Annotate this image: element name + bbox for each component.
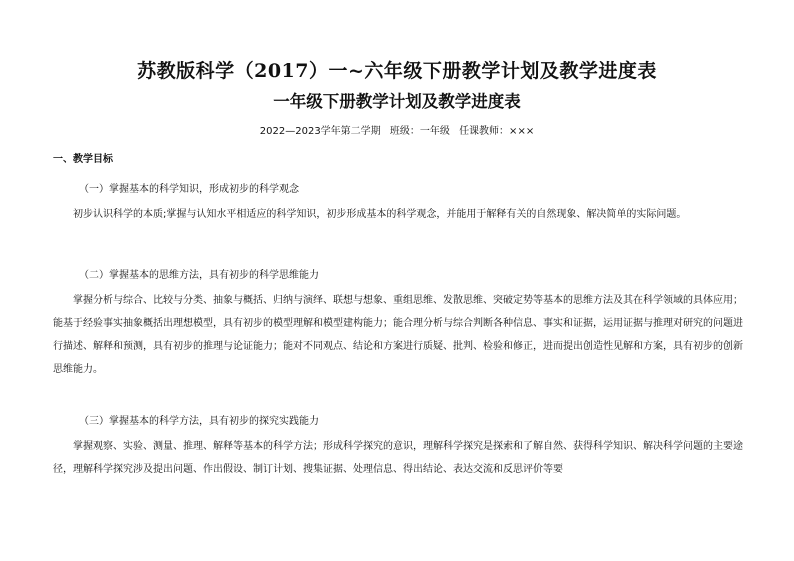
paragraph-thinking: 掌握分析与综合、比较与分类、抽象与概括、归纳与演绎、联想与想象、重组思维、发散思维、突破定势等基本的思维方法及其在科学领域的具体应用；能基于经验事实抽象概括出理想模型，具有初步的模型理解和模型建构能力；能合理分析与综合判断各种信息、事实和证据，运用证据与推理对研究的问题进行描述、解释和预测，具有初步的推理与论证能力；能对不同观点、结论和方案进行质疑、批判、检验和修正，进而提出创造性见解和方案，具有初步的创新思维能力。 [53,295,743,375]
subheading-methods: （三）掌握基本的科学方法，具有初步的探究实践能力 [79,416,319,427]
teacher-label: 任课教师：××× [459,126,535,137]
term-label: 2022—2023学年第二学期 [259,126,381,137]
document-subtitle: 一年级下册教学计划及教学进度表 [273,92,521,111]
paragraph-methods: 掌握观察、实验、测量、推理、解释等基本的科学方法；形成科学探究的意识，理解科学探究是探索和了解自然、获得科学知识、解决科学问题的主要途径，理解科学探究涉及提出问题、作出假设、制订计划、搜集证据、处理信息、得出结论、表达交流和反思评价等要 [53,441,743,475]
paragraph-knowledge: 初步认识科学的本质;掌握与认知水平相适应的科学知识，初步形成基本的科学观念，并能用于解释有关的自然现象、解决简单的实际问题。 [73,209,687,220]
section-heading-teaching-goals: 一、教学目标 [53,154,113,165]
document-meta-line [0,122,794,137]
subheading-knowledge: （一）掌握基本的科学知识，形成初步的科学观念 [79,184,299,195]
subheading-thinking: （二）掌握基本的思维方法，具有初步的科学思维能力 [79,270,319,281]
class-label: 班级：一年级 [389,126,450,137]
document-title: 苏教版科学（2017）一~六年级下册教学计划及教学进度表 [137,60,657,82]
